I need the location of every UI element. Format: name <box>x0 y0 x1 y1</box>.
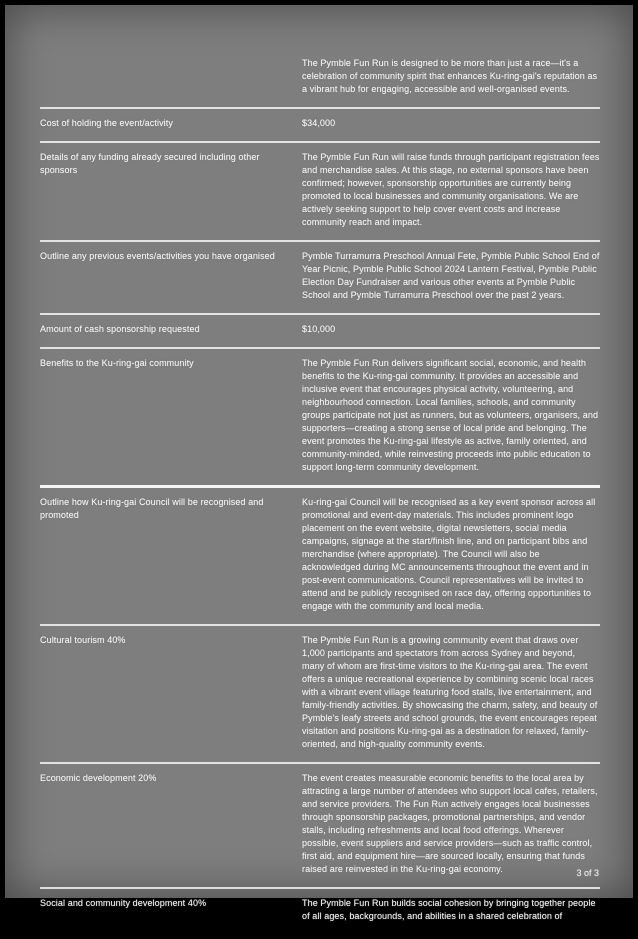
field-value: The Pymble Fun Run builds social cohesion by bringing together people of all ages, backgrounds, and abilities in a shared celebration of <box>302 898 596 921</box>
field-value: The Pymble Fun Run delivers significant social, economic, and health benefits to the Ku-ring-gai community. It provides an accessible and inclusive event that encourages physical activity, volunteering, and neighbourhood connection. Local families, schools, and community groups participate not just as runners, but as volunteers, organisers, and supporters—creating a strong sense of local pride and belonging. The event promotes the Ku-ring-gai lifestyle as active, family oriented, and community-minded, while reinvesting proceeds into public education to support long-term community development. <box>302 358 599 472</box>
field-label: Cost of holding the event/activity <box>40 118 173 128</box>
field-label: Cultural tourism 40% <box>40 635 126 645</box>
field-value: The Pymble Fun Run is a growing community event that draws over 1,000 participants and spectators from across Sydney and beyond, many of whom are first-time visitors to the Ku-ring-gai area. The event offers a unique recreational experience by combining scenic local races with a vibrant event village featuring food stalls, live entertainment, and family-friendly activities. By showcasing the charm, safety, and beauty of Pymble's leafy streets and school grounds, the event encourages repeat visitation and positions Ku-ring-gai as a destination for relaxed, family-oriented, and high-quality community events. <box>302 635 598 749</box>
scanned-document-page <box>5 5 633 921</box>
field-label: Economic development 20% <box>40 773 157 783</box>
field-label: Outline any previous events/activities you have organised <box>40 251 275 261</box>
table-row <box>40 107 600 141</box>
table-row <box>40 313 600 347</box>
table-row <box>40 762 600 887</box>
table-row <box>40 240 600 313</box>
field-value: The Pymble Fun Run is designed to be more than just a race—it's a celebration of community spirit that enhances Ku-ring-gai's reputation as a vibrant hub for engaging, accessible and well-organised events. <box>302 58 598 94</box>
page-number: 3 of 3 <box>576 868 599 878</box>
table-row <box>40 887 600 939</box>
field-label: Amount of cash sponsorship requested <box>40 324 200 334</box>
field-label: Outline how Ku-ring-gai Council will be recognised and promoted <box>40 497 264 520</box>
field-value: The Pymble Fun Run will raise funds through participant registration fees and merchandise sales. At this stage, no external sponsors have been confirmed; however, sponsorship opportunities are currently being promoted to local businesses and community organisations. We are actively seeking support to help cover event costs and increase community reach and impact. <box>302 152 600 227</box>
table-row <box>40 485 600 624</box>
field-label: Social and community development 40% <box>40 898 207 908</box>
table-row <box>40 49 600 107</box>
field-value: Pymble Turramurra Preschool Annual Fete, Pymble Public School End of Year Picnic, Pymble Public School 2024 Lantern Festival, Pymble Public Election Day Fundraiser and various other events at Pymble Public School and Pymble Turramurra Preschool over the past 2 years. <box>302 251 600 300</box>
application-table <box>40 49 600 939</box>
field-value: $34,000 <box>302 118 336 128</box>
field-value: $10,000 <box>302 324 336 334</box>
field-value: The event creates measurable economic benefits to the local area by attracting a large number of attendees who support local cafes, retailers, and service providers. The Fun Run actively engages local businesses through sponsorship packages, promotional partnerships, and vendor stalls, including refreshments and local food offerings. Wherever possible, event suppliers and service providers—such as traffic control, first aid, and equipment hire—are sourced locally, ensuring that funds raised are reinvested in the Ku-ring-gai economy. <box>302 773 598 874</box>
field-label: Details of any funding already secured including other sponsors <box>40 152 260 175</box>
field-value: Ku-ring-gai Council will be recognised as a key event sponsor across all promotional and event-day materials. This includes prominent logo placement on the event website, digital newsletters, social media campaigns, signage at the start/finish line, and on participant bibs and merchandise (where appropriate). The Council will also be acknowledged during MC announcements throughout the event and in post-event communications. Council representatives will be invited to attend and be publicly recognised on race day, offering opportunities to engage with the community and local media. <box>302 497 596 611</box>
table-row <box>40 624 600 762</box>
table-row <box>40 347 600 485</box>
table-row <box>40 141 600 240</box>
field-label: Benefits to the Ku-ring-gai community <box>40 358 194 368</box>
field-label <box>40 57 302 96</box>
